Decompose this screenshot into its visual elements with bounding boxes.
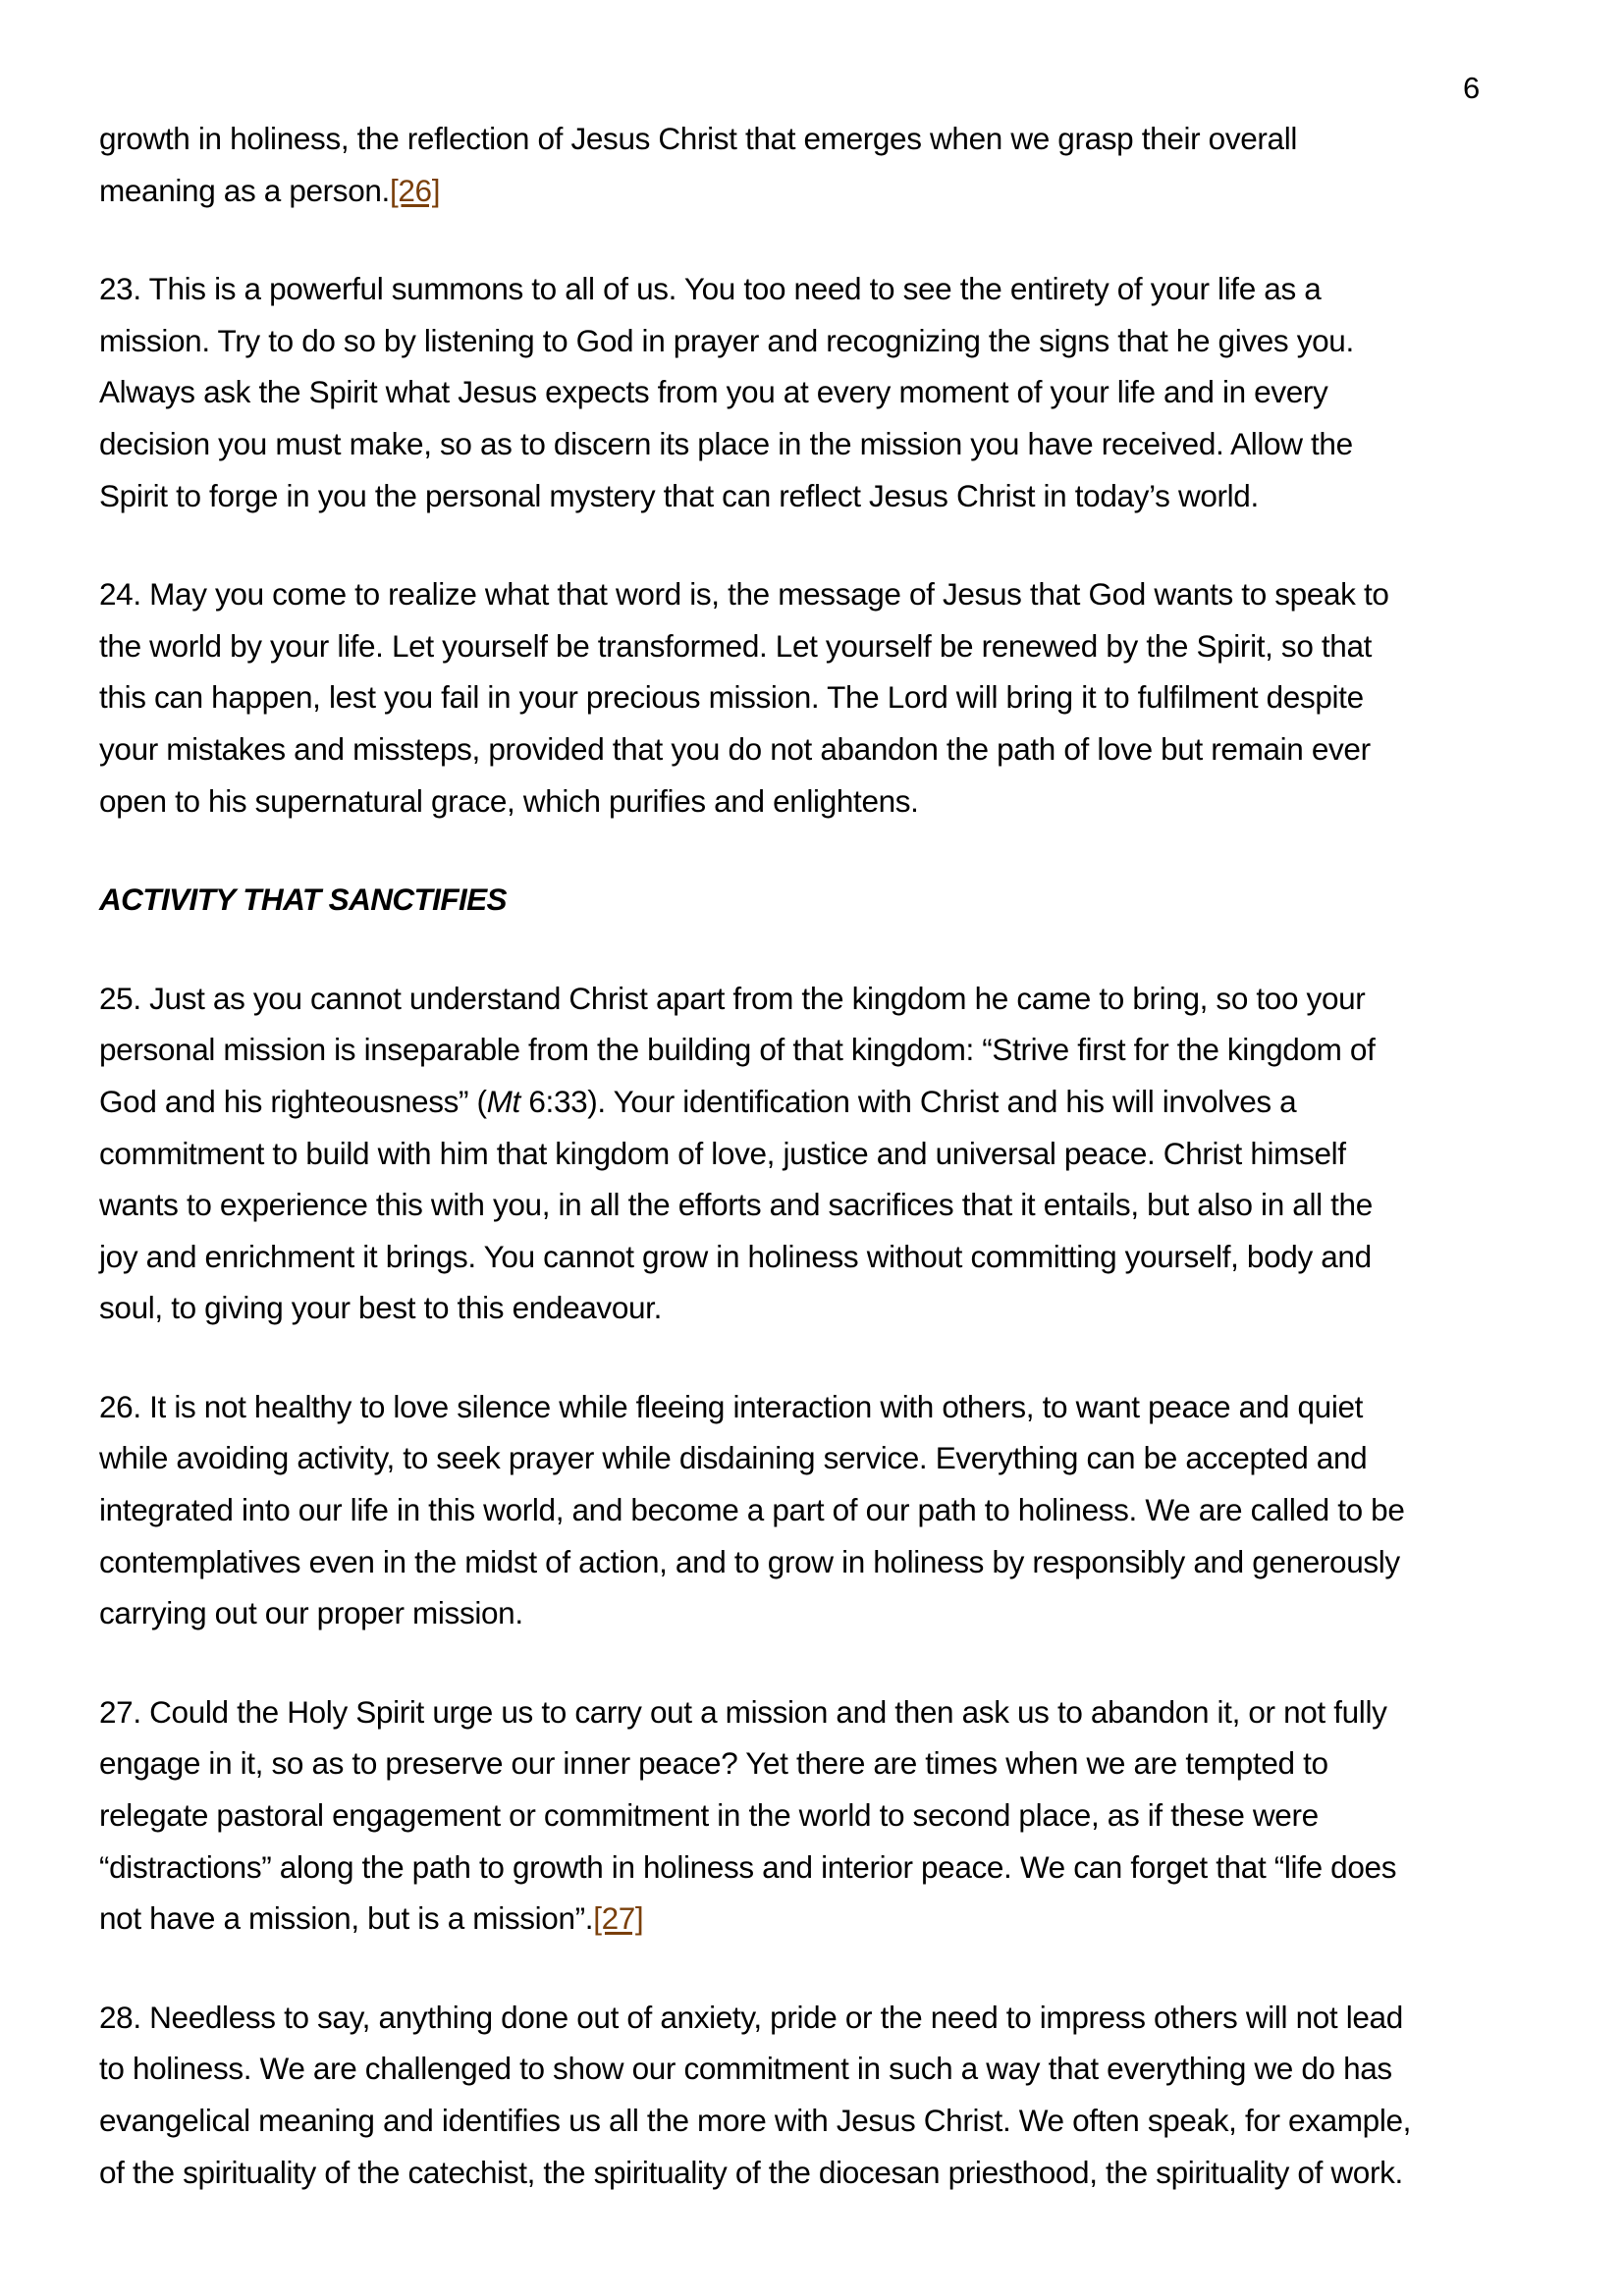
text-line: wants to experience this with you, in all the efforts and sacrifices that it entails, but also in all the bbox=[99, 1187, 1373, 1223]
text-line: 23. This is a powerful summons to all of us. You too need to see the entirety of your life as a bbox=[99, 271, 1322, 307]
text-line: the world by your life. Let yourself be transformed. Let yourself be renewed by the Spirit, so that bbox=[99, 627, 1373, 664]
text-line: 27. Could the Holy Spirit urge us to carry out a mission and then ask us to abandon it, or not fully bbox=[99, 1693, 1387, 1730]
text-line: joy and enrichment it brings. You cannot grow in holiness without committing yourself, body and bbox=[99, 1238, 1372, 1274]
section-heading: ACTIVITY THAT SANCTIFIES bbox=[99, 881, 507, 918]
line-text: growth in holiness, the reflection of Jesus Christ that emerges when we grasp their overall bbox=[99, 121, 1298, 156]
text-line: personal mission is inseparable from the building of that kingdom: “Strive first for the kingdom of bbox=[99, 1032, 1376, 1068]
text-line: this can happen, lest you fail in your precious mission. The Lord will bring it to fulfilment despite bbox=[99, 679, 1364, 716]
paragraph-24 bbox=[99, 568, 1592, 827]
paragraph-22-continuation bbox=[99, 113, 1592, 216]
line-text: God and his righteousness” ( bbox=[99, 1083, 487, 1119]
scripture-reference-book: Mt bbox=[486, 1083, 520, 1119]
document-body bbox=[99, 113, 1592, 2245]
text-line: to holiness. We are challenged to show our commitment in such a way that everything we do has bbox=[99, 2051, 1392, 2087]
text-line: commitment to build with him that kingdom of love, justice and universal peace. Christ himself bbox=[99, 1135, 1346, 1171]
footnote-link-26[interactable]: [26] bbox=[389, 172, 441, 208]
text-line: “distractions” along the path to growth in holiness and interior peace. We can forget that “life does bbox=[99, 1848, 1397, 1885]
text-line: your mistakes and missteps, provided that you do not abandon the path of love but remain ever bbox=[99, 730, 1371, 767]
text-line bbox=[99, 113, 1592, 165]
text-line bbox=[99, 1076, 1592, 1128]
paragraph-27 bbox=[99, 1686, 1592, 1945]
paragraph-25 bbox=[99, 973, 1592, 1334]
paragraph-26 bbox=[99, 1381, 1592, 1639]
text-line: 25. Just as you cannot understand Christ apart from the kingdom he came to bring, so too your bbox=[99, 980, 1366, 1016]
text-line: decision you must make, so as to discern its place in the mission you have received. Allow the bbox=[99, 425, 1353, 461]
text-line: mission. Try to do so by listening to God in prayer and recognizing the signs that he gives you. bbox=[99, 322, 1354, 358]
text-line: 28. Needless to say, anything done out of anxiety, pride or the need to impress others will not lead bbox=[99, 1999, 1403, 2035]
text-line: evangelical meaning and identifies us all the more with Jesus Christ. We often speak, for example, bbox=[99, 2103, 1412, 2138]
text-line: engage in it, so as to preserve our inner peace? Yet there are times when we are tempted to bbox=[99, 1745, 1328, 1782]
page-number: 6 bbox=[1463, 71, 1481, 105]
line-text: 6:33). Your identification with Christ and his will involves a bbox=[519, 1083, 1297, 1119]
paragraph-28 bbox=[99, 1992, 1592, 2198]
text-line: of the spirituality of the catechist, the spirituality of the diocesan priesthood, the spirituality of work. bbox=[99, 2154, 1403, 2190]
text-line: open to his supernatural grace, which purifies and enlightens. bbox=[99, 782, 919, 819]
text-line: relegate pastoral engagement or commitment in the world to second place, as if these were bbox=[99, 1797, 1319, 1834]
text-line: soul, to giving your best to this endeavour. bbox=[99, 1290, 662, 1326]
line-text: meaning as a person. bbox=[99, 172, 390, 208]
text-line bbox=[99, 165, 1592, 217]
text-line: 24. May you come to realize what that word is, the message of Jesus that God wants to speak to bbox=[99, 576, 1389, 613]
paragraph-23 bbox=[99, 263, 1592, 521]
text-line: Spirit to forge in you the personal mystery that can reflect Jesus Christ in today’s world. bbox=[99, 477, 1259, 513]
text-line: integrated into our life in this world, and become a part of our path to holiness. We are called to be bbox=[99, 1492, 1405, 1528]
text-line: Always ask the Spirit what Jesus expects from you at every moment of your life and in every bbox=[99, 374, 1328, 410]
text-line: 26. It is not healthy to love silence while fleeing interaction with others, to want peace and quiet bbox=[99, 1388, 1364, 1424]
text-line: contemplatives even in the midst of action, and to grow in holiness by responsibly and generously bbox=[99, 1543, 1400, 1579]
text-line: carrying out our proper mission. bbox=[99, 1595, 523, 1631]
text-line: while avoiding activity, to seek prayer while disdaining service. Everything can be accepted and bbox=[99, 1440, 1368, 1476]
footnote-link-27[interactable]: [27] bbox=[593, 1900, 644, 1937]
text-line bbox=[99, 1893, 1592, 1945]
line-text: not have a mission, but is a mission”. bbox=[99, 1900, 594, 1937]
